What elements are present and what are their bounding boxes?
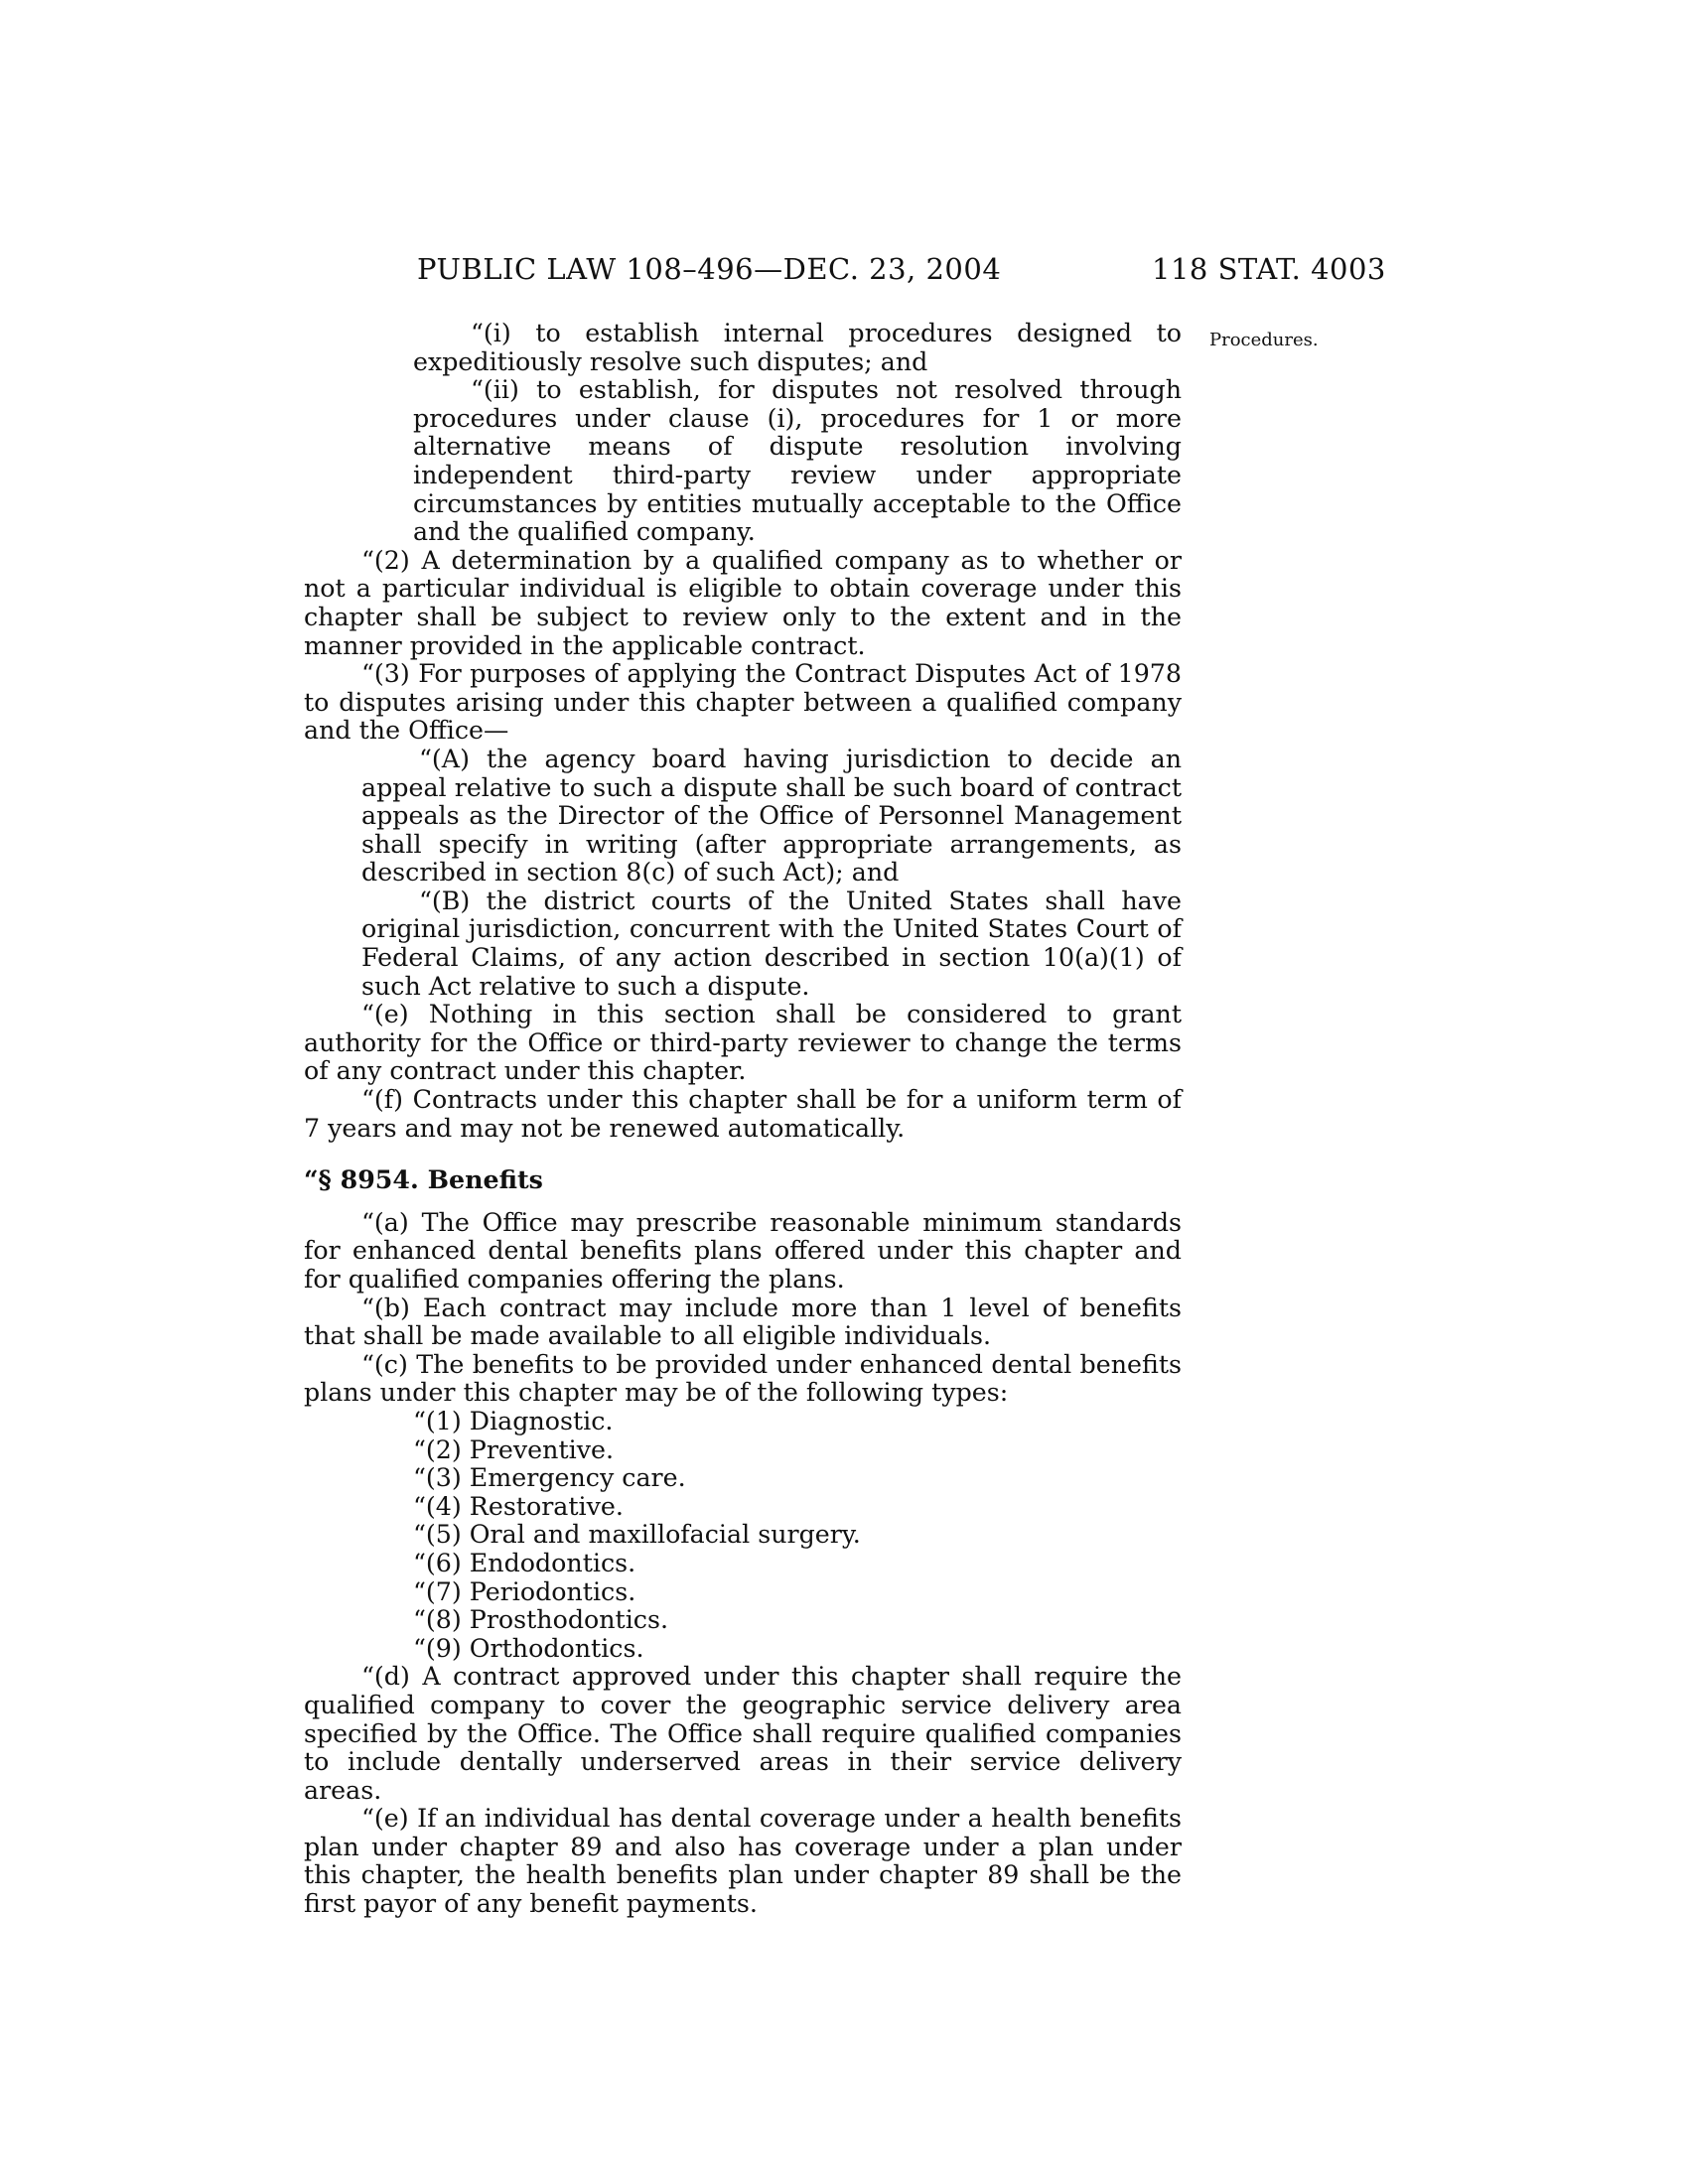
list-item: “(6) Endodontics. — [413, 1548, 636, 1577]
list-item: “(2) Preventive. — [413, 1434, 615, 1464]
paragraph-benefits-c: “(c) The benefits to be provided under enhanced dental benefits plans under this chapter may be of the following types: — [304, 1349, 1182, 1408]
running-header-page-number: 118 STAT. 4003 — [1152, 252, 1386, 286]
paragraph-clause-ii: “(ii) to establish, for disputes not resolved through procedures under clause (i), procedures for 1 or more alternative means of dispute resolution involving independent third-party review under appropriate circumstances by entities mutually acceptable to the Office and the qualified company. — [413, 375, 1182, 547]
paragraph-benefits-e: “(e) If an individual has dental coverage under a health benefits plan under chapter 89 and also has coverage under a plan under this chapter, the health benefits plan under chapter 89 shall be the first payor of any benefit payments. — [304, 1804, 1182, 1919]
body-text — [304, 320, 1182, 1919]
list-item: “(1) Diagnostic. — [413, 1406, 614, 1435]
paragraph-e: “(e) Nothing in this section shall be considered to grant authority for the Office or third-party reviewer to change the terms of any contract under this chapter. — [304, 1000, 1182, 1086]
list-item: “(3) Emergency care. — [413, 1463, 686, 1493]
paragraph-clause-i: “(i) to establish internal procedures designed to expeditiously resolve such disputes; and — [413, 319, 1182, 376]
paragraph-3-b: “(B) the district courts of the United States shall have original jurisdiction, concurrent with the United States Court of Federal Claims, of any action described in section 10(a)(1) of such Act relative to such a dispute. — [361, 886, 1182, 1001]
list-item: “(9) Orthodontics. — [413, 1633, 644, 1663]
paragraph-benefits-b: “(b) Each contract may include more than 1 level of benefits that shall be made available to all eligible individuals. — [304, 1293, 1182, 1351]
list-item: “(4) Restorative. — [413, 1491, 624, 1521]
paragraph-benefits-a: “(a) The Office may prescribe reasonable minimum standards for enhanced dental benefits plans offered under this chapter and for qualified companies offering the plans. — [304, 1207, 1182, 1294]
paragraph-3-a: “(A) the agency board having jurisdiction to decide an appeal relative to such a dispute shall be such board of contract appeals as the Director of the Office of Personnel Management shall specify in writing (after appropriate arrangements, as described in section 8(c) of such Act); and — [361, 744, 1182, 887]
paragraph-2: “(2) A determination by a qualified company as to whether or not a particular individual is eligible to obtain coverage under this chapter shall be subject to review only to the extent and in the manner provided in the applicable contract. — [304, 545, 1182, 660]
paragraph-benefits-d: “(d) A contract approved under this chapter shall require the qualified company to cover the geographic service delivery area specified by the Office. The Office shall require qualified companies to include dentally underserved areas in their service delivery areas. — [304, 1662, 1182, 1805]
running-header-title: PUBLIC LAW 108–496—DEC. 23, 2004 — [417, 252, 1002, 286]
paragraph-f: “(f) Contracts under this chapter shall be for a uniform term of 7 years and may not be renewed automatically. — [304, 1085, 1182, 1143]
margin-note: Procedures. — [1209, 330, 1319, 350]
list-item: “(5) Oral and maxillofacial surgery. — [413, 1520, 861, 1550]
list-item: “(8) Prosthodontics. — [413, 1605, 668, 1635]
list-item: “(7) Periodontics. — [413, 1576, 636, 1606]
section-heading-benefits: “§ 8954. Benefits — [304, 1164, 543, 1195]
paragraph-3: “(3) For purposes of applying the Contract Disputes Act of 1978 to disputes arising under this chapter between a qualified company and the Office— — [304, 659, 1182, 746]
